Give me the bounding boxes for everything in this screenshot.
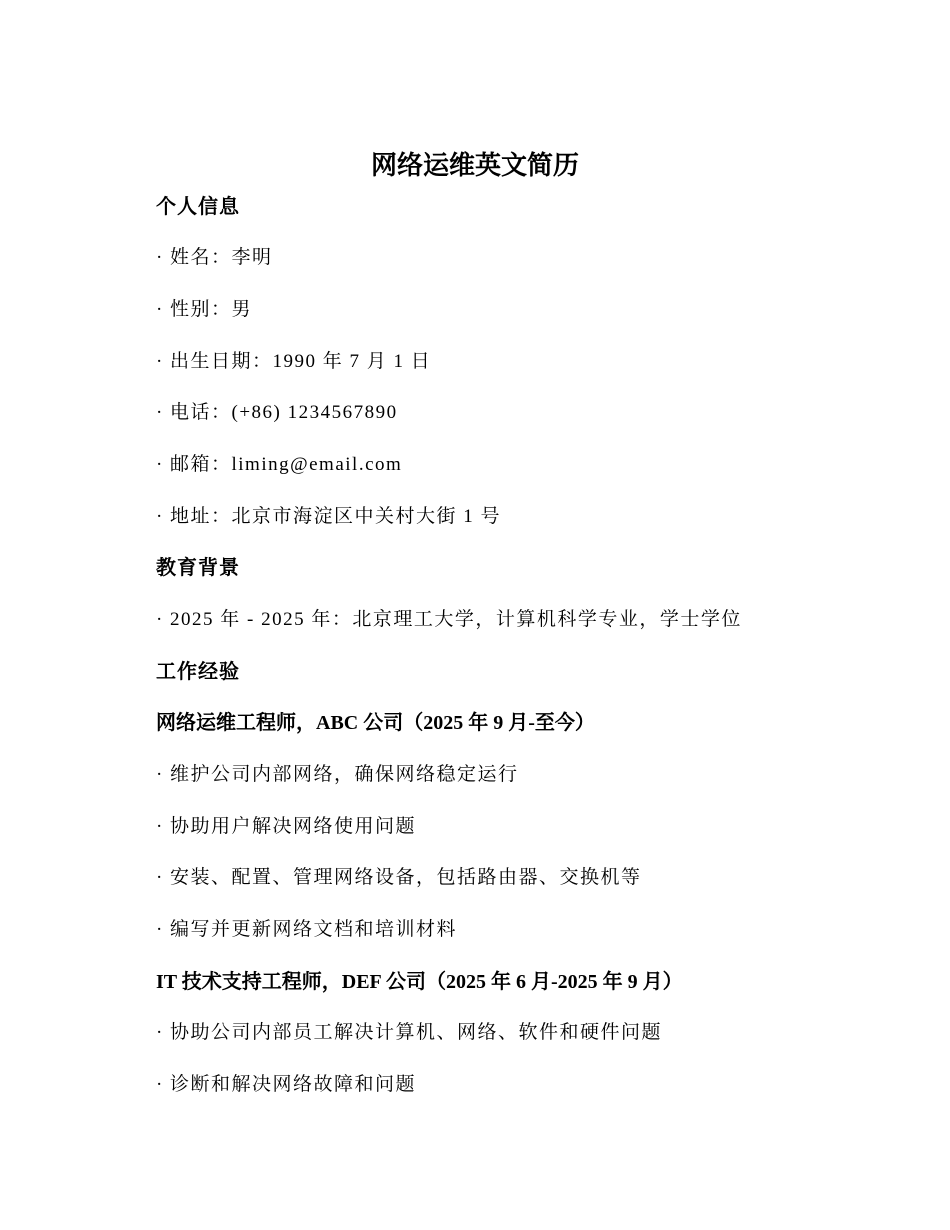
job-title-2: IT 技术支持工程师，DEF 公司（2025 年 6 月-2025 年 9 月） [156,971,683,993]
bullet: · [156,1022,164,1043]
bullet: · [156,764,164,785]
bullet: · [156,247,164,268]
bullet: · [156,299,164,320]
list-item-birthdate [156,348,856,376]
list-item-job1-duty [156,761,856,789]
item-text: 性别：男 [170,299,253,320]
bullet: · [156,351,164,372]
list-item-address [156,503,856,531]
item-text: 姓名：李明 [170,247,273,268]
bullet: · [156,402,164,423]
item-text: 诊断和解决网络故障和问题 [170,1074,417,1095]
item-text: 2025 年 - 2025 年：北京理工大学，计算机科学专业，学士学位 [170,609,742,630]
bullet: · [156,454,164,475]
section-heading-work: 工作经验 [156,661,240,683]
item-text: 地址：北京市海淀区中关村大街 1 号 [170,506,502,527]
item-text: 协助公司内部员工解决计算机、网络、软件和硬件问题 [170,1022,663,1043]
item-text: 邮箱：liming@email.com [170,454,403,475]
item-text: 维护公司内部网络，确保网络稳定运行 [170,764,519,785]
bullet: · [156,919,164,940]
list-item-education [156,606,856,634]
job-title-1: 网络运维工程师，ABC 公司（2025 年 9 月-至今） [156,712,595,734]
list-item-job1-duty [156,813,856,841]
document-title: 网络运维英文简历 [370,151,579,181]
item-text: 协助用户解决网络使用问题 [170,816,417,837]
list-item-email [156,451,856,479]
item-text: 安装、配置、管理网络设备，包括路由器、交换机等 [170,867,642,888]
section-heading-education: 教育背景 [156,557,240,579]
section-heading-personal: 个人信息 [156,196,240,218]
list-item-job1-duty [156,864,856,892]
bullet: · [156,867,164,888]
list-item-name [156,244,856,272]
list-item-job2-duty [156,1019,856,1047]
item-text: 出生日期：1990 年 7 月 1 日 [170,351,432,372]
list-item-job1-duty [156,916,856,944]
bullet: · [156,506,164,527]
bullet: · [156,609,164,630]
list-item-phone [156,399,856,427]
item-text: 电话：(+86) 1234567890 [170,402,398,423]
bullet: · [156,816,164,837]
list-item-gender [156,296,856,324]
bullet: · [156,1074,164,1095]
item-text: 编写并更新网络文档和培训材料 [170,919,458,940]
list-item-job2-duty [156,1071,856,1099]
